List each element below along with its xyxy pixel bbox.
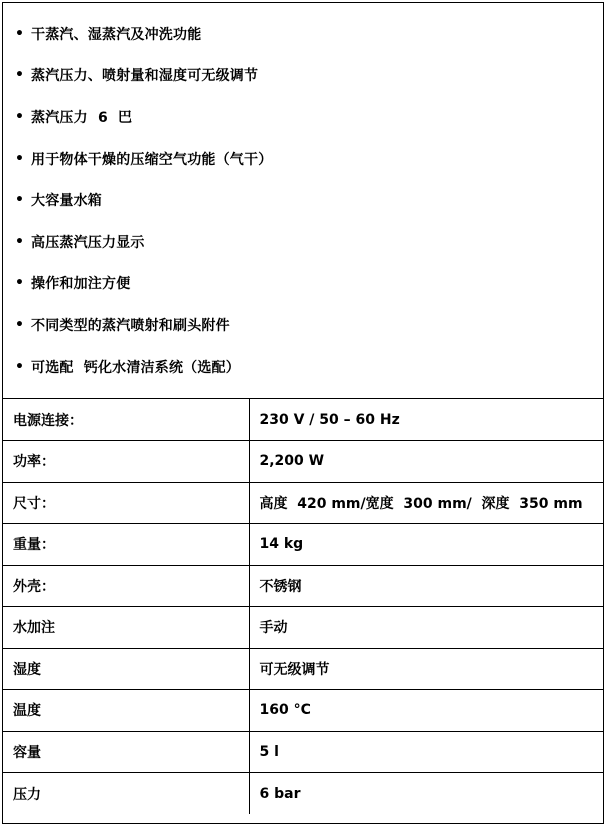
spec-value: 6 bar bbox=[249, 773, 603, 815]
spec-value: 不锈钢 bbox=[249, 565, 603, 607]
spec-value: 可无级调节 bbox=[249, 648, 603, 690]
spec-label: 压力 bbox=[3, 773, 249, 815]
spec-value: 高度 420 mm/宽度 300 mm/ 深度 350 mm bbox=[249, 482, 603, 524]
feature-text: 蒸汽压力 6 巴 bbox=[31, 109, 133, 126]
feature-item bbox=[3, 221, 603, 263]
spec-value: 5 l bbox=[249, 731, 603, 773]
spec-label: 温度 bbox=[3, 690, 249, 732]
spec-value: 14 kg bbox=[249, 524, 603, 566]
table-row bbox=[3, 648, 603, 690]
spec-value: 160 °C bbox=[249, 690, 603, 732]
feature-text: 高压蒸汽压力显示 bbox=[31, 234, 145, 251]
spec-label: 外壳： bbox=[3, 565, 249, 607]
feature-item bbox=[3, 13, 603, 55]
feature-item bbox=[3, 55, 603, 97]
feature-item bbox=[3, 179, 603, 221]
spec-label: 水加注 bbox=[3, 607, 249, 649]
spec-table bbox=[3, 399, 603, 814]
bullet-icon: • bbox=[15, 108, 25, 125]
feature-text: 干蒸汽、湿蒸汽及冲洗功能 bbox=[31, 26, 202, 43]
spec-value: 手动 bbox=[249, 607, 603, 649]
spec-label: 湿度 bbox=[3, 648, 249, 690]
table-row bbox=[3, 565, 603, 607]
table-row bbox=[3, 690, 603, 732]
feature-text: 大容量水箱 bbox=[31, 193, 102, 210]
spec-label: 功率： bbox=[3, 441, 249, 483]
bullet-icon: • bbox=[15, 358, 25, 375]
feature-text: 操作和加注方便 bbox=[31, 276, 131, 293]
feature-item bbox=[3, 263, 603, 305]
feature-item bbox=[3, 346, 603, 388]
feature-item bbox=[3, 138, 603, 180]
feature-text: 不同类型的蒸汽喷射和刷头附件 bbox=[31, 317, 230, 334]
spec-label: 尺寸： bbox=[3, 482, 249, 524]
feature-text: 用于物体干燥的压缩空气功能（气干） bbox=[31, 151, 273, 168]
spec-sheet bbox=[2, 2, 604, 824]
spec-value: 230 V / 50 – 60 Hz bbox=[259, 411, 400, 428]
spec-label: 重量： bbox=[3, 524, 249, 566]
bullet-icon: • bbox=[15, 316, 25, 333]
table-row bbox=[3, 524, 603, 566]
table-row bbox=[3, 773, 603, 815]
feature-list bbox=[3, 3, 603, 399]
bullet-icon: • bbox=[15, 275, 25, 292]
feature-item bbox=[3, 304, 603, 346]
table-row bbox=[3, 607, 603, 649]
bullet-icon: • bbox=[15, 233, 25, 250]
bullet-icon: • bbox=[15, 25, 25, 42]
feature-text: 可选配 钙化水清洁系统（选配） bbox=[31, 359, 240, 376]
table-row bbox=[3, 441, 603, 483]
bullet-icon: • bbox=[15, 150, 25, 167]
bullet-icon: • bbox=[15, 67, 25, 84]
spec-label: 电源连接： bbox=[3, 399, 249, 441]
feature-item bbox=[3, 96, 603, 138]
feature-text: 蒸汽压力、喷射量和湿度可无级调节 bbox=[31, 68, 259, 85]
table-row bbox=[3, 731, 603, 773]
spec-value: 2,200 W bbox=[249, 441, 603, 483]
table-row bbox=[3, 399, 603, 441]
table-row bbox=[3, 482, 603, 524]
spec-label: 容量 bbox=[3, 731, 249, 773]
bullet-icon: • bbox=[15, 192, 25, 209]
